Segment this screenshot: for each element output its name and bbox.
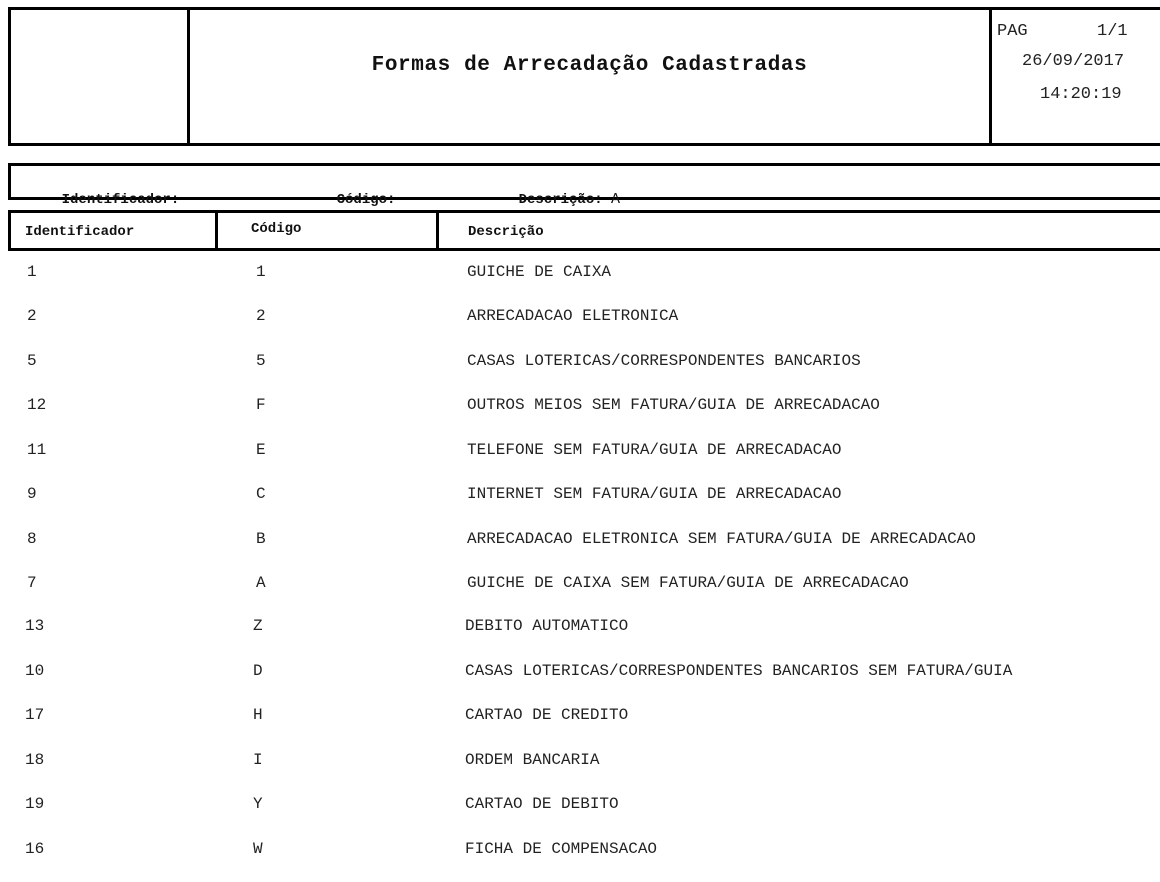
cell-identificador: 2 — [27, 307, 37, 325]
table-row — [0, 262, 1160, 292]
cell-codigo: 1 — [256, 263, 266, 281]
page-label: PAG — [997, 22, 1028, 41]
column-header-codigo: Código — [251, 221, 302, 237]
cell-codigo: 2 — [256, 307, 266, 325]
cell-identificador: 13 — [25, 617, 45, 635]
cell-descricao: ORDEM BANCARIA — [465, 751, 600, 769]
cell-identificador: 11 — [27, 441, 47, 459]
cell-descricao: ARRECADACAO ELETRONICA — [467, 307, 679, 325]
cell-descricao: INTERNET SEM FATURA/GUIA DE ARRECADACAO — [467, 485, 842, 503]
cell-descricao: OUTROS MEIOS SEM FATURA/GUIA DE ARRECADACAO — [467, 396, 880, 414]
cell-descricao: GUICHE DE CAIXA — [467, 263, 612, 281]
cell-codigo: Y — [253, 795, 263, 813]
report-header — [8, 7, 1160, 146]
filter-identificador-label: Identificador: — [61, 192, 180, 208]
cell-descricao: CARTAO DE DEBITO — [465, 795, 619, 813]
cell-codigo: 5 — [256, 352, 266, 370]
table-row — [0, 573, 1160, 603]
column-header-descricao: Descrição — [468, 224, 544, 240]
cell-descricao: FICHA DE COMPENSACAO — [465, 840, 658, 858]
table-row — [0, 351, 1160, 381]
filter-codigo-label: Código: — [336, 192, 396, 208]
cell-descricao: CASAS LOTERICAS/CORRESPONDENTES BANCARIOS — [467, 352, 861, 370]
cell-codigo: A — [256, 574, 266, 592]
cell-codigo: W — [253, 840, 263, 858]
cell-codigo: D — [253, 662, 263, 680]
cell-descricao: TELEFONE SEM FATURA/GUIA DE ARRECADACAO — [467, 441, 842, 459]
cell-identificador: 18 — [25, 751, 45, 769]
table-header — [8, 210, 1160, 251]
cell-identificador: 10 — [25, 662, 45, 680]
cell-descricao: ARRECADACAO ELETRONICA SEM FATURA/GUIA DE ARRECADACAO — [467, 530, 976, 548]
title-cell — [190, 10, 992, 143]
table-row — [0, 306, 1160, 336]
table-row — [0, 705, 1160, 735]
cell-descricao: CARTAO DE CREDITO — [465, 706, 629, 724]
cell-identificador: 9 — [27, 485, 37, 503]
cell-codigo: F — [256, 396, 266, 414]
cell-descricao: CASAS LOTERICAS/CORRESPONDENTES BANCARIOS SEM FATURA/GUIA — [465, 662, 1013, 680]
cell-identificador: 17 — [25, 706, 45, 724]
table-row — [0, 395, 1160, 425]
table-row — [0, 440, 1160, 470]
cell-identificador: 8 — [27, 530, 37, 548]
page-number: 1/1 — [1097, 22, 1128, 41]
cell-codigo: I — [253, 751, 263, 769]
logo-placeholder — [11, 10, 190, 143]
cell-identificador: 1 — [27, 263, 37, 281]
table-row — [0, 794, 1160, 824]
table-row — [0, 616, 1160, 646]
report-title: Formas de Arrecadação Cadastradas — [371, 54, 808, 77]
cell-identificador: 5 — [27, 352, 37, 370]
column-header-identificador: Identificador — [25, 224, 135, 240]
filter-descricao-value: A — [611, 191, 621, 208]
cell-identificador: 12 — [27, 396, 47, 414]
cell-descricao: GUICHE DE CAIXA SEM FATURA/GUIA DE ARRECADACAO — [467, 574, 909, 592]
report-meta — [992, 10, 1160, 143]
table-row — [0, 484, 1160, 514]
report-time: 14:20:19 — [1040, 85, 1122, 104]
column-divider — [215, 213, 218, 248]
cell-descricao: DEBITO AUTOMATICO — [465, 617, 629, 635]
table-row — [0, 661, 1160, 691]
table-row — [0, 750, 1160, 780]
cell-codigo: B — [256, 530, 266, 548]
filter-bar — [8, 163, 1160, 208]
cell-identificador: 19 — [25, 795, 45, 813]
cell-codigo: C — [256, 485, 266, 503]
column-divider — [436, 213, 439, 248]
filter-descricao-label: Descrição: — [518, 192, 603, 208]
cell-identificador: 16 — [25, 840, 45, 858]
table-row — [0, 529, 1160, 559]
cell-codigo: H — [253, 706, 263, 724]
table-row — [0, 839, 1160, 869]
cell-codigo: E — [256, 441, 266, 459]
cell-codigo: Z — [253, 617, 263, 635]
cell-identificador: 7 — [27, 574, 37, 592]
report-date: 26/09/2017 — [1022, 52, 1125, 71]
